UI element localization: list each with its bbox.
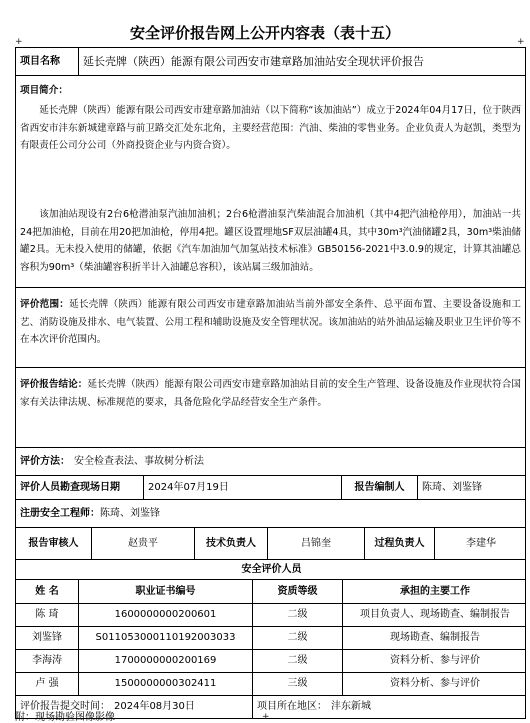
tech-value: 吕锦奎 (267, 528, 364, 559)
page-title: 安全评价报告网上公开内容表（表十五） (129, 24, 400, 42)
header-name: 姓 名 (35, 585, 59, 597)
proc-label: 过程负责人 (364, 528, 434, 559)
author-value: 陈琦、刘鉴锋 (417, 476, 527, 499)
project-name-row (15, 47, 526, 75)
survey-row (15, 475, 526, 499)
person-cert: 1500000000302411 (78, 673, 252, 695)
person-level: 二级 (252, 650, 342, 672)
engineer-row (15, 499, 526, 527)
table-row (15, 603, 526, 626)
person-name: 陈 琦 (35, 609, 59, 620)
person-cert: 1600000000200601 (78, 604, 252, 626)
footnote: 附：现场勘验图像影像 (15, 712, 115, 723)
project-intro-row (15, 75, 526, 287)
review-value: 赵贵平 (91, 528, 194, 559)
author-label: 报告编制人 (341, 476, 417, 499)
person-cert: 1700000000200169 (78, 650, 252, 672)
region-value: 沣东新城 (331, 701, 371, 712)
engineer-value: 陈琦、刘鉴锋 (100, 507, 160, 519)
engineer-label: 注册安全工程师： (20, 507, 100, 519)
survey-date: 2024年07月19日 (143, 476, 341, 499)
method-text (16, 448, 527, 475)
conclusion-row (15, 367, 526, 447)
header-work: 承担的主要工作 (342, 580, 527, 603)
project-intro-label: 项目简介： (20, 85, 68, 96)
scope-label: 评价范围： (20, 299, 70, 310)
person-name: 刘鉴锋 (32, 632, 62, 643)
project-name-label: 项目名称 (20, 55, 60, 67)
proc-value: 李建华 (434, 528, 527, 559)
conclusion-text (20, 376, 521, 411)
personnel-header-row (15, 579, 526, 603)
project-name-value: 延长壳牌（陕西）能源有限公司西安市建章路加油站安全现状评价报告 (78, 48, 527, 75)
table-row (15, 626, 526, 649)
scope-row (15, 287, 526, 367)
person-work: 现场勘查、编制报告 (342, 627, 527, 649)
tech-label: 技术负责人 (194, 528, 267, 559)
project-intro-para2: 该加油站现设有2台6枪潜油泵汽油加油机；2台6枪潜油泵汽柴油混合加油机（其中4把汽油枪停用），加油站一共24把加油枪，目前在用20把加油枪，停用4把。罐区设置埋地SF双层油罐4具，其中30m³汽油储罐2具，30m³柴油储罐2具。无未投入使用的储罐，依据《汽车加油加气加氢站技术标准》GB50156-2021中3.0.9的规定，计算其油罐总容积为90m³（柴油罐容积折半计入油罐总容积），该站属三级加油站。 (20, 209, 521, 273)
scope-text (20, 296, 521, 349)
table-row (15, 649, 526, 672)
person-work: 资料分析、参与评价 (342, 673, 527, 695)
survey-label: 评价人员勘查现场日期 (20, 481, 120, 493)
person-level: 二级 (252, 604, 342, 626)
region-label: 项目所在地区： (257, 701, 327, 712)
personnel-heading-row (15, 559, 526, 579)
table-row (15, 672, 526, 695)
person-level: 三级 (252, 673, 342, 695)
person-name: 卢 强 (35, 678, 59, 689)
review-label: 报告审核人 (28, 537, 79, 549)
person-cert: S011053000110192003033 (78, 627, 252, 649)
crop-mark: + (517, 37, 525, 47)
personnel-heading: 安全评价人员 (241, 563, 302, 575)
header-level: 资质等级 (252, 580, 342, 603)
person-name: 李海涛 (32, 655, 62, 666)
header-cert: 职业证书编号 (78, 580, 252, 603)
crop-mark: + (262, 712, 270, 722)
method-label: 评价方法： (20, 455, 70, 467)
person-work: 资料分析、参与评价 (342, 650, 527, 672)
method-row (15, 447, 526, 475)
person-work: 项目负责人、现场勘查、编制报告 (342, 604, 527, 626)
reviewers-row (15, 527, 526, 559)
conclusion-label: 评价报告结论： (20, 379, 88, 390)
engineer-text (16, 500, 527, 527)
submit-date: 2024年08月30日 (114, 701, 195, 712)
crop-mark: + (15, 37, 23, 47)
region-text (252, 696, 527, 718)
conclusion-value: 延长壳牌（陕西）能源有限公司西安市建章路加油站目前的安全生产管理、设备设施及作业现状符合国家有关法律法规、标准规范的要求，具备危险化学品经营安全生产条件。 (20, 379, 522, 408)
method-value: 安全检查表法、事故树分析法 (74, 455, 204, 467)
scope-value: 延长壳牌（陕西）能源有限公司西安市建章路加油站当前外部安全条件、总平面布置、主要设备设施和工艺、消防设施及排水、电气装置、公用工程和辅助设施及安全管理状况。该加油站的站外油品运输及职业卫生评价等不在本次评价范围内。 (20, 299, 521, 345)
submit-label: 评价报告提交时间： (20, 701, 110, 712)
project-intro-para1: 延长壳牌（陕西）能源有限公司西安市建章路加油站（以下简称“该加油站”）成立于2024年04月17日，位于陕西省西安市沣东新城建章路与前卫路交汇处东北角，主要经营范围：汽油、柴油的零售业务。企业负责人为赵凯，类型为有限责任公司分公司（外商投资企业与内资合资）。 (20, 105, 521, 151)
person-level: 二级 (252, 627, 342, 649)
